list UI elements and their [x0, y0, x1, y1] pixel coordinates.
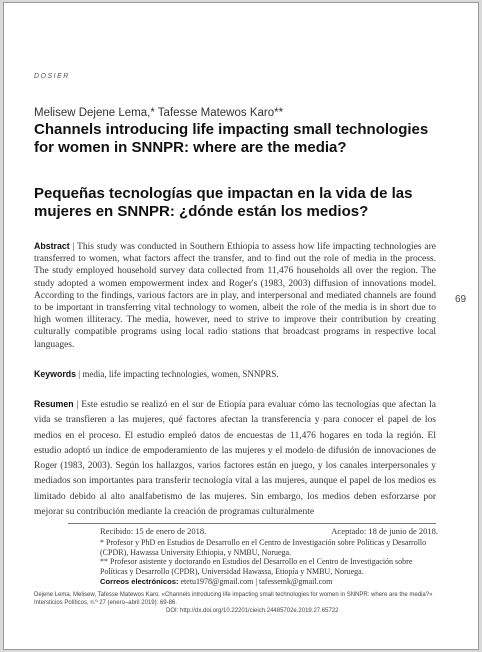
- abstract-paragraph: Abstract | This study was conducted in Southern Ethiopia to assess how life impacting technologies are transferred to women, what factors affect the transfer, and to find out the role of media in the process. The study employed household survey data collected from 11,476 households all over the region. The study adopted a women empowerment index and Roger's (1983, 2003) diffusion of innovations model. According to the findings, various factors are in play, and interpersonal and mediated channels are found to be important in transferring vital technology to women, albeit the role of the media is in short due to high women illiteracy. The media, however, need to strive to improve their contribution by creating culturally compatible programs using local radio stations that broadcast programs in respective local languages.: [34, 241, 436, 350]
- journal-page: [3, 2, 479, 650]
- resumen-text: Este estudio se realizó en el sur de Etiopía para evaluar cómo las tecnologías que afectan la vida se transfieren a las mujeres, qué factores afectan la transferencia y para conocer el papel de los medios en el proceso. El estudio empleó datos de encuestas de 11,476 hogares en toda la región. El estudio adoptó un índice de empoderamiento de las mujeres y el modelo de difusión de innovaciones de Roger (1983, 2003). Según los hallazgos, varios factores están en juego, y los canales interpersonales y mediados son importantes para transferir tecnología vital a las mujeres, aunque el papel de los medios es limitado debido al alto analfabetismo de las mujeres. Sin embargo, los medios deben esforzarse por mejorar su contribución mediante la creación de programas culturalmente: [34, 400, 436, 518]
- email-addresses: etetu1978@gmail.com | tafessemk@gmail.com: [180, 576, 333, 586]
- section-label: DOSIER: [34, 73, 70, 80]
- keywords-line: Keywords | media, life impacting technologies, women, SNNPRS.: [34, 369, 279, 379]
- author-line: Melisew Dejene Lema,* Tafesse Matewos Karo**: [34, 107, 284, 119]
- emails-line: [68, 577, 438, 587]
- abstract-label: Abstract: [34, 241, 70, 251]
- footnote-second-author: ** Profesor asistente y doctorando en Estudios del Desarrollo en el Centro de Investigación sobre Políticas y Desarrollo (CPDR), Universidad Hawassa, Etiopía y NMBU, Noruega.: [100, 557, 413, 577]
- doi-link[interactable]: DOI: http://dx.doi.org/10.22201/cieich.24485702e.2019.27.65722: [166, 608, 339, 614]
- page-number: 69: [455, 294, 467, 305]
- footnotes: [68, 527, 438, 587]
- citation-block: [34, 591, 439, 615]
- keywords-label: Keywords: [34, 369, 77, 379]
- dates-line: [68, 527, 438, 537]
- keywords-text: media, life impacting technologies, women, SNNPRS.: [82, 369, 279, 379]
- resumen-label: Resumen: [34, 399, 74, 409]
- article-title-spanish: Pequeñas tecnologías que impactan en la vida de las mujeres en SNNPR: ¿dónde están los medios?: [34, 185, 413, 220]
- received-date: Recibido: 15 de enero de 2018.: [100, 526, 207, 536]
- abstract-text: This study was conducted in Southern Ethiopia to assess how life impacting technologies are transferred to women, what factors affect the transfer, and to find out the role of media in the process. The study employed household survey data collected from 11,476 households all over the region. The study adopted a women empowerment index and Roger's (1983, 2003) diffusion of innovations model. According to the findings, various factors are in play, and interpersonal and mediated channels are found to be important in transferring vital technology to women, albeit the role of the media is in short due to high women illiteracy. The media, however, need to strive to improve their contribution by creating culturally compatible programs using local radio stations that broadcast programs in respective local languages.: [34, 242, 436, 350]
- accepted-date: Aceptado: 18 de junio de 2018.: [331, 526, 438, 536]
- emails-label: Correos electrónicos:: [100, 576, 179, 586]
- citation-text: Dejene Lema, Melisew, Tafesse Matewos Karo. «Channels introducing life impacting small technologies for women in SNNPR: where are the media?» Intersticios Políticos, n.º 27 (enero–abril 2019): 69-86.: [34, 592, 433, 606]
- footnote-divider: [68, 523, 436, 524]
- article-title-english: Channels introducing life impacting small technologies for women in SNNPR: where are the media?: [34, 121, 429, 156]
- resumen-paragraph: Resumen | Este estudio se realizó en el sur de Etiopía para evaluar cómo las tecnologías que afectan la vida se transfieren a las mujeres, qué factores afectan la transferencia y para conocer el papel de los medios en el proceso. El estudio empleó datos de encuestas de 11,476 hogares en toda la región. El estudio adoptó un índice de empoderamiento de las mujeres y el modelo de difusión de innovaciones de Roger (1983, 2003). Según los hallazgos, varios factores están en juego, y los canales interpersonales y mediados son importantes para transferir tecnología vital a las mujeres, aunque el papel de los medios es limitado debido al alto analfabetismo de las mujeres. Sin embargo, los medios deben esforzarse por mejorar su contribución mediante la creación de programas culturalmente: [34, 399, 436, 518]
- footnote-first-author: * Profesor y PhD en Estudios de Desarrollo en el Centro de Investigación sobre Políticas y Desarrollo (CPDR), Hawassa University Ethiopia, y NMBU, Noruega.: [100, 537, 427, 557]
